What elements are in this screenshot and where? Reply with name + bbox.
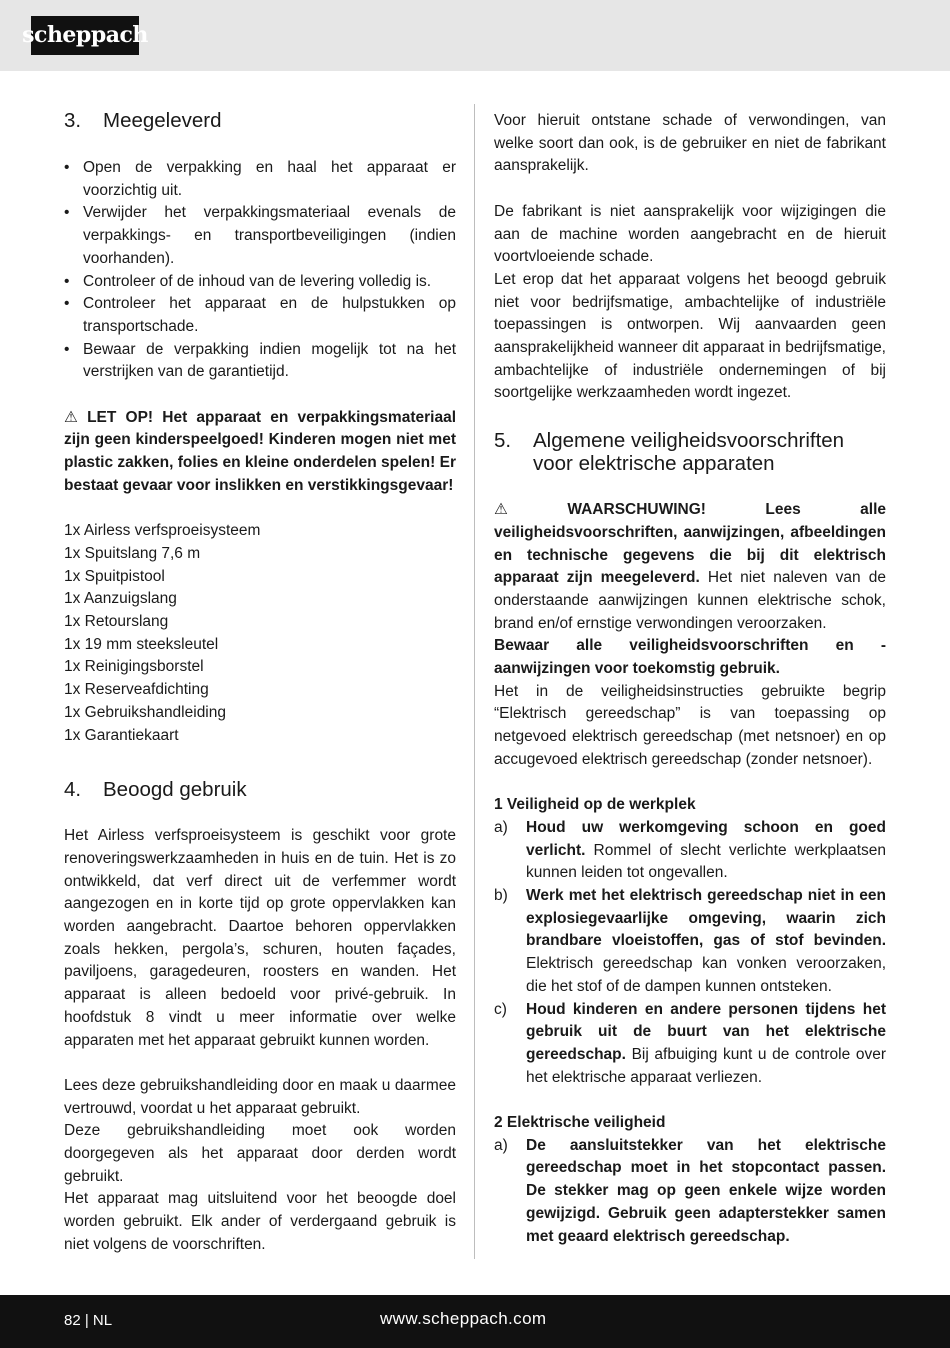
warning-triangle-icon: ⚠: [64, 408, 78, 426]
body-paragraph: Lees deze gebruikshandleiding door en maak u daarmee vertrouwd, voordat u het apparaat gebruikt.: [64, 1076, 456, 1117]
warning-text: LET OP! Het apparaat en verpakkingsmateriaal zijn geen kinderspeelgoed! Kinderen mogen niet met plastic zakken, folies en kleine onderdelen spelen! Er bestaat gevaar voor inslikken en verstikkingsgevaar!: [64, 408, 457, 494]
header-bar: [0, 0, 950, 71]
list-item: 1x 19 mm steeksleutel: [64, 635, 219, 653]
list-item: 1x Garantiekaart: [64, 726, 179, 744]
page-number: 82 | NL: [64, 1312, 113, 1329]
warning-bold-text: WAARSCHUWING! Lees alle veiligheidsvoorschriften, aanwijzingen, afbeeldingen en technische gegevens die bij dit elektrisch apparaat zijn meegeleverd.: [494, 501, 887, 587]
body-paragraph: Voor hieruit ontstane schade of verwondingen, van welke soort dan ook, is de gebruiker en niet de fabrikant aansprakelijk.: [494, 112, 886, 175]
list-item: 1x Reinigingsborstel: [64, 658, 204, 676]
footer-bar: [0, 1295, 950, 1348]
section-5-title: Algemene veiligheidsvoorschriften voor elektrische apparaten: [533, 429, 845, 476]
body-paragraph: De fabrikant is niet aansprakelijk voor wijzigingen die aan de machine worden aangebracht en de hieruit voortvloeiende schade.: [494, 202, 886, 266]
list-item: c) Houd kinderen en andere personen tijdens het gebruik uit de buurt van het elektrische gereedschap. Bij afbuiging kunt u de controle over het elektrische apparaat verliezen.: [494, 1000, 886, 1086]
list-item: b) Werk met het elektrisch gereedschap niet in een explosiegevaarlijke omgeving, waarin zich brandbare vloeistoffen, gas of stof bevinden. Elektrisch gereedschap kan vonken veroorzaken, die het stof of de dampen kunnen ontsteken.: [494, 887, 886, 995]
list-item: 1x Spuitslang 7,6 m: [64, 544, 201, 562]
subsection-title: 1 Veiligheid op de werkplek: [494, 796, 696, 814]
section-3-title: Meegeleverd: [103, 109, 222, 132]
warning-paragraph: [64, 407, 456, 498]
list-item: • Controleer het apparaat en de hulpstukken op transportschade.: [64, 295, 456, 335]
body-paragraph: Het Airless verfsproeisysteem is geschikt voor grote renoveringswerkzaamheden in huis en de tuin. Het is zo ontwikkeld, dat verf direct uit de verfemmer wordt aangezogen en in korte tijd op grote oppervlakken kan worden aangebracht. Daartoe behoren oppervlakken zoals hekken, pergola’s, schuren, houten façades, paviljoens, garagedeuren, roosters en wanden. Het apparaat is alleen bedoeld voor privé-gebruik. In hoofdstuk 8 vindt u meer informatie over welke apparaten met het apparaat gebruikt kunnen worden.: [64, 827, 456, 1049]
body-paragraph: Deze gebruikshandleiding moet ook worden doorgegeven als het apparaat door derden wordt gebruikt.: [64, 1122, 456, 1185]
list-item: 1x Spuitpistool: [64, 567, 165, 585]
scheppach-logo: scheppach: [31, 16, 139, 55]
list-item: 1x Gebruikshandleiding: [64, 703, 226, 721]
list-item: • Bewaar de verpakking indien mogelijk tot na het verstrijken van de garantietijd.: [64, 340, 456, 381]
list-item: 1x Reserveafdichting: [64, 681, 209, 699]
warning-paragraph: [494, 499, 886, 635]
section-3-heading: [64, 109, 456, 140]
list-item: 1x Retourslang: [64, 613, 169, 631]
workplace-safety-list: [494, 817, 886, 1089]
section-4-heading: [64, 778, 456, 801]
column-divider: [474, 104, 475, 1259]
left-column: [64, 110, 456, 1257]
subsection-title: 2 Elektrische veiligheid: [494, 1114, 666, 1132]
electrical-safety-list: [494, 1135, 886, 1249]
list-item: • Controleer of de inhoud van de levering volledig is.: [64, 272, 432, 290]
warning-triangle-icon: ⚠: [494, 501, 508, 519]
right-column: [494, 110, 886, 1248]
body-paragraph: Let erop dat het apparaat volgens het beoogd gebruik niet voor bedrijfsmatige, ambachtelijke of industriële toepassingen is ontworpen. Wij aanvaarden geen aansprakelijkheid wanneer dit apparaat in bedrijfsmatige, ambachtelijke of industriële ondernemingen of bij soortgelijke werkzaamheden wordt ingezet.: [494, 270, 886, 402]
list-item: 1x Airless verfsproeisysteem: [64, 522, 261, 540]
keep-instructions-text: Bewaar alle veiligheidsvoorschriften en -aanwijzingen voor toekomstig gebruik.: [494, 637, 886, 678]
section-5-number: 5.: [494, 429, 512, 453]
list-item: • Open de verpakking en haal het apparaat er voorzichtig uit.: [64, 159, 456, 199]
section-4-title: Beoogd gebruik: [103, 778, 247, 802]
list-item: 1x Aanzuigslang: [64, 590, 177, 608]
list-item: a) De aansluitstekker van het elektrische gereedschap moet in het stopcontact passen. De stekker mag op geen enkele wijze worden gewijzigd. Gebruik geen adapterstekker samen met geaard elektrisch gereedschap.: [494, 1136, 886, 1245]
body-paragraph: Het in de veiligheidsinstructies gebruikte begrip “Elektrisch gereedschap” is van toepassing op netgevoed elektrisch gereedschap (met netsnoer) en op accugevoed elektrisch gereedschap (zonder netsnoer).: [494, 682, 886, 768]
section-4-number: 4.: [64, 778, 82, 802]
unpacking-list: [64, 157, 456, 384]
list-item: a) Houd uw werkomgeving schoon en goed verlicht. Rommel of slecht verlichte werkplaatsen kunnen leiden tot ongevallen.: [494, 818, 886, 882]
section-5-heading: [494, 429, 886, 475]
delivery-contents-list: [64, 520, 456, 747]
warning-text: Het niet naleven van de onderstaande aanwijzingen kunnen elektrische schok, brand en/of ernstige verwondingen veroorzaken.: [494, 569, 886, 632]
list-item: • Verwijder het verpakkingsmateriaal evenals de verpakkings- en transportbeveiligingen (indien voorhanden).: [64, 204, 456, 267]
body-paragraph: Het apparaat mag uitsluitend voor het beoogde doel worden gebruikt. Elk ander of verdergaand gebruik is niet volgens de voorschriften.: [64, 1190, 456, 1253]
website-link[interactable]: www.scheppach.com: [380, 1309, 547, 1328]
section-3-number: 3.: [64, 109, 82, 132]
